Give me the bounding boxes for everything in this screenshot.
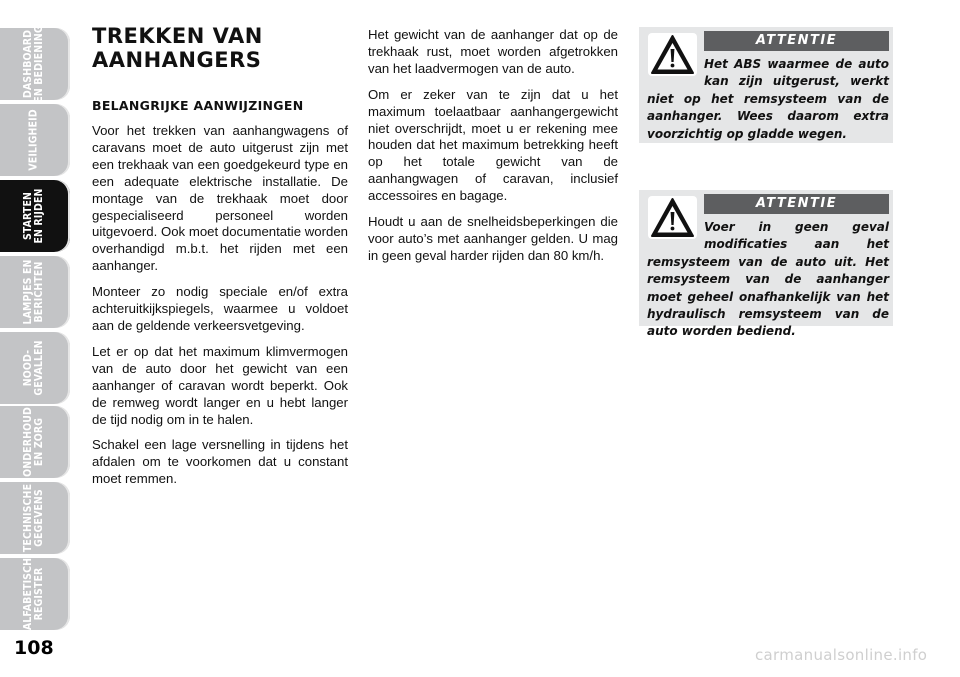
warning-header: ATTENTIE <box>704 31 889 51</box>
tab-onderhoud[interactable] <box>0 406 70 478</box>
section-tabs <box>0 0 80 677</box>
tab-label: ONDERHOUD EN ZORG <box>22 407 45 477</box>
tab-lampjes[interactable] <box>0 256 70 328</box>
paragraph: Om er zeker van te zijn dat u het maximum toelaatbaar aanhangergewicht niet overschrijdt, moet u er rekening mee houden dat het maximum betrekking heeft op het totale gewicht van de aanhangwagen of caravan, inclusief accessoires en bagage. <box>368 86 618 204</box>
tab-dashboard[interactable] <box>0 25 70 103</box>
tab-technische[interactable] <box>0 482 70 554</box>
main-column <box>92 24 348 497</box>
page-number: 108 <box>14 637 54 659</box>
paragraph: Monteer zo nodig speciale en/of extra achteruitkijkspiegels, waarmee u voldoet aan de geldende verkeersvetgeving. <box>92 284 348 333</box>
watermark: carmanualsonline.info <box>755 646 928 664</box>
warning-box <box>639 27 893 143</box>
tab-label: STARTEN EN RIJDEN <box>22 188 45 244</box>
warning-text <box>647 219 889 341</box>
tab-label: DASHBOARD EN BEDIENING <box>22 25 45 103</box>
second-column <box>368 27 618 274</box>
tab-label: NOOD- GEVALLEN <box>22 340 45 396</box>
paragraph: Houdt u aan de snelheidsbeperkingen die voor auto’s met aanhanger gelden. U mag in geen geval harder rijden dan 80 km/h. <box>368 214 618 263</box>
paragraph: Let er op dat het maximum klimvermogen van de auto door het gewicht van een aanhanger of caravan wordt beperkt. Ook de remweg wordt langer en u hebt langer de tijd nodig om in te halen. <box>92 343 348 427</box>
paragraph: Het gewicht van de aanhanger dat op de trekhaak rust, moet worden afgetrokken van het laadvermogen van de auto. <box>368 27 618 76</box>
warning-box <box>639 190 893 339</box>
tab-starten-active[interactable] <box>0 180 70 252</box>
paragraph: Voor het trekken van aanhangwagens of caravans moet de auto uitgerust zijn met een trekhaak van een goedgekeurd type en een adequate elektrische installatie. De montage van de trekhaak moet door gespecialiseerd personeel worden uitgevoerd. Ook moet documentatie worden overhandigd m.b.t. het rijden met een aanhanger. <box>92 123 348 274</box>
warning-text-content: Het ABS waarmee de auto kan zijn uitgerust, werkt niet op het remsysteem van de aanhanger. Wees daarom extra voorzichtig op gladde wegen. <box>647 57 889 141</box>
tab-label: TECHNISCHE GEGEVENS <box>22 483 45 553</box>
tab-register[interactable] <box>0 558 70 630</box>
tab-noodgevallen[interactable] <box>0 332 70 404</box>
warning-text <box>647 56 889 143</box>
paragraph: Schakel een lage versnelling in tijdens het afdalen om te voorkomen dat u constant moet remmen. <box>92 437 348 487</box>
warning-header: ATTENTIE <box>704 194 889 214</box>
warning-text-content: Voer in geen geval modificaties aan het remsysteem van de auto uit. Het remsysteem van de aanhanger moet geheel onafhankelijk van het hydraulisch remsysteem van de auto worden bediend. <box>647 220 889 339</box>
tab-label: ALFABETISCH REGISTER <box>22 557 45 631</box>
tab-veiligheid[interactable] <box>0 104 70 176</box>
tab-label: VEILIGHEID <box>27 109 40 171</box>
section-subtitle: BELANGRIJKE AANWIJZINGEN <box>92 98 304 113</box>
tab-label: LAMPJES EN BERICHTEN <box>22 259 45 325</box>
page-title: TREKKEN VAN AANHANGERS <box>92 24 263 72</box>
